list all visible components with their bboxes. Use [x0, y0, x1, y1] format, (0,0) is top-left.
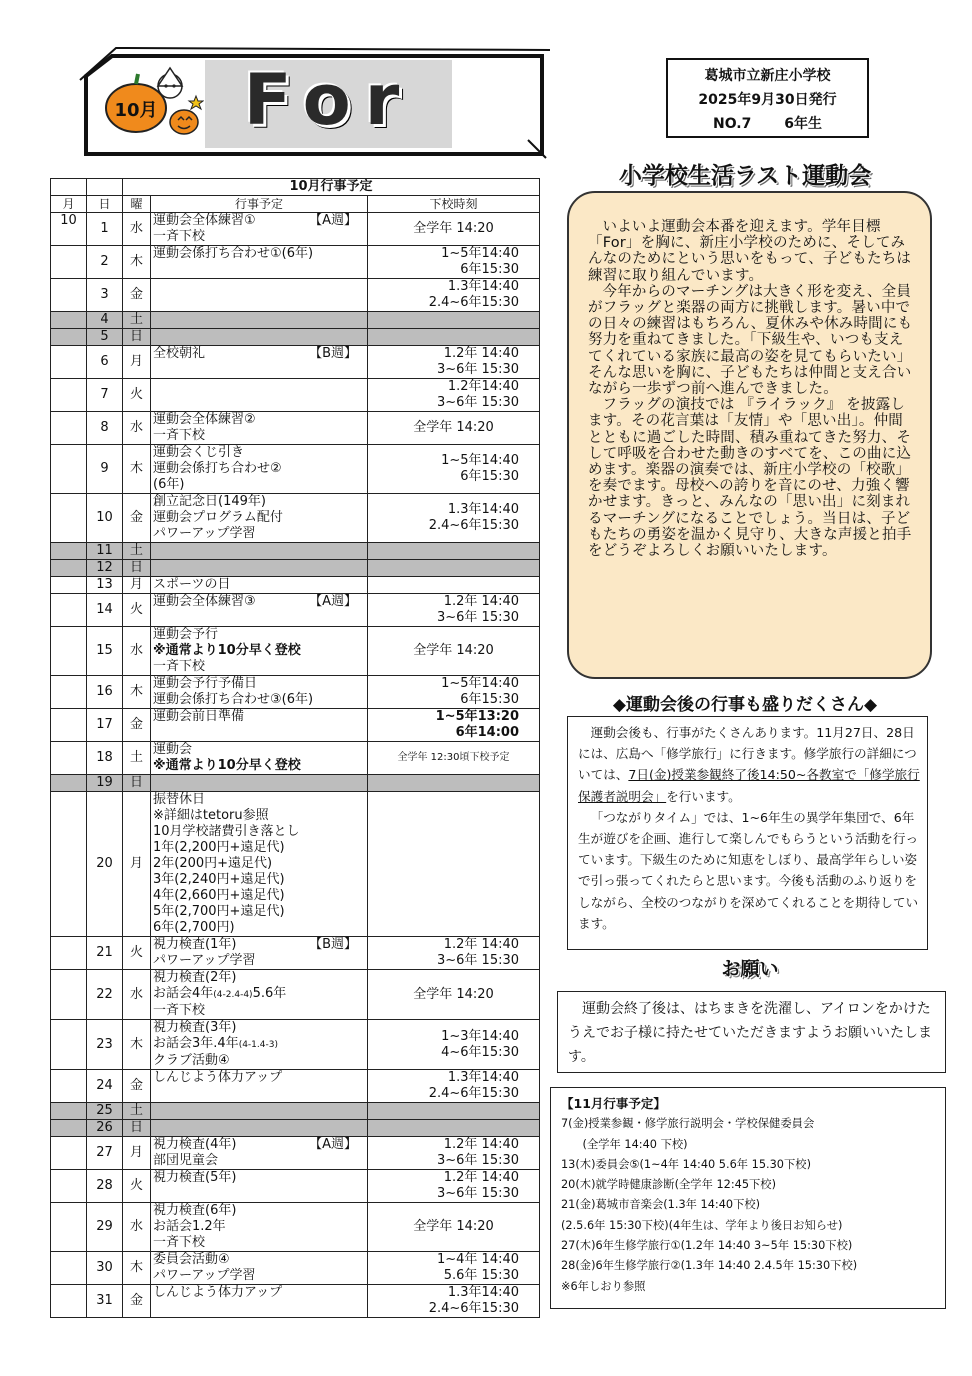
schedule-row [51, 1170, 540, 1203]
event-cell [151, 594, 368, 627]
event-text: 5.6年 [252, 986, 287, 1001]
weekday-cell: 木 [123, 246, 151, 279]
day-cell: 26 [87, 1120, 123, 1137]
weekday-cell: 木 [123, 1252, 151, 1285]
event-cell [151, 1103, 368, 1120]
dismissal-time-cell: 全学年 12:30頃下校予定 [368, 742, 540, 775]
month-cell [51, 1070, 87, 1103]
event-cell [151, 246, 368, 279]
day-cell: 3 [87, 279, 123, 312]
logo-badge-text: 10月 [114, 100, 158, 121]
event-cell [151, 577, 368, 594]
weekday-cell: 火 [123, 937, 151, 970]
after-paragraph-2: 「つながりタイム」では、1~6年生の異学年集団で、6年生が遊びを企画、進行して楽しんでもらうという活動を行っています。下級生のために知恵をしぼり、最高学年らしい姿で引っ張ってくれたらと思います。今後も活動のふり返りをしながら、全校のつながりを深めてくれることを期待しています。 [578, 809, 919, 931]
day-cell: 23 [87, 1020, 123, 1070]
day-cell: 9 [87, 445, 123, 494]
month-cell: 10 [51, 213, 87, 246]
day-cell: 7 [87, 379, 123, 412]
sports-paragraph-3: フラッグの演技では 『ライラック』 を披露します。その花言葉は「友情」や「思い出」。仲間とともに過ごした時間、積み重ねてきた努力、そして呼吸を合わせた動きのすべてを、この曲に込めます。楽器の演奏では、新庄小学校の「校歌」を奏でます。母校への誇りを音にのせ、力強く響かせます。きっと、みんなの「思い出」に刻まれるマーチングになることでしょう。当日は、子どもたちの勇姿を温かく見守り、大きな声援と拍手をどうぞよろしくお願いいたします。 [588, 397, 912, 560]
event-text: 運動会くじ引き 運動会係打ち合わせ② (6年) [153, 445, 282, 492]
event-cell [151, 709, 368, 742]
week-type-label: 【A週】 [309, 594, 357, 609]
schedule-row [51, 1137, 540, 1170]
week-type-label: 【B週】 [309, 937, 357, 952]
day-cell: 25 [87, 1103, 123, 1120]
dismissal-time-cell [368, 329, 540, 346]
sports-day-text [588, 219, 914, 559]
school-name: 葛城市立新庄小学校 [704, 68, 831, 84]
weekday-cell: 土 [123, 1103, 151, 1120]
event-cell [151, 213, 368, 246]
november-title: 【11月行事予定】 [561, 1096, 666, 1111]
weekday-cell: 月 [123, 792, 151, 937]
sports-paragraph-2: 今年からのマーチングは大きく形を変え、全員がフラッグと楽器の両方に挑戦します。暑い中での日々の練習はもちろん、夏休みや休み時間にも努力を重ねてきました。「下級生や、いつも支えてくれている家族に最高の姿を見てもらいたい」そんな思いを胸に、子どもたちは仲間と支え合いながら一歩ずつ前へ進んできました。 [588, 283, 913, 398]
col-day-header: 日 [87, 196, 123, 213]
event-text: 運動会前日準備 [153, 709, 245, 724]
weekday-cell: 日 [123, 329, 151, 346]
day-cell: 1 [87, 213, 123, 246]
dismissal-time-cell: 全学年 14:20 [368, 213, 540, 246]
weekday-cell: 金 [123, 494, 151, 543]
request-heading: お願い [721, 958, 779, 980]
event-text: 視力検査(6年) お話会1.2年 一斉下校 [153, 1203, 237, 1250]
dismissal-time-cell [368, 560, 540, 577]
after-p1-end: を行います。 [666, 788, 741, 804]
briefing-underline: 7日(金)授業参観終了後14:50~各教室で「修学旅行保護者説明会」 [578, 767, 920, 804]
dismissal-time-cell: 1.2年 14:40 3~6年 15:30 [368, 1170, 540, 1203]
event-text: 委員会活動④ パワーアップ学習 [153, 1252, 256, 1283]
november-line: 27(木)6年生修学旅行①(1.2年 14:40 3~5年 15:30下校) [561, 1239, 853, 1253]
schedule-row [51, 676, 540, 709]
sports-paragraph-1: いよいよ運動会本番を迎えます。学年目標「For」を胸に、新庄小学校のために、そしてみんなのためにという思いをもって、子どもたちは練習に取り組んでいます。 [588, 219, 912, 284]
event-text: 視力検査(1年) パワーアップ学習 [153, 937, 256, 968]
after-paragraph-1 [578, 722, 922, 807]
weekday-cell: 火 [123, 1170, 151, 1203]
day-cell: 14 [87, 594, 123, 627]
month-cell [51, 1120, 87, 1137]
schedule-row [51, 742, 540, 775]
day-cell: 22 [87, 970, 123, 1020]
month-cell [51, 312, 87, 329]
weekday-cell: 木 [123, 676, 151, 709]
month-cell [51, 1170, 87, 1203]
after-events-text [578, 722, 922, 934]
event-cell [151, 1285, 368, 1318]
schedule-row [51, 1252, 540, 1285]
weekday-cell: 火 [123, 594, 151, 627]
event-text: 視力検査(5年) [153, 1170, 237, 1185]
day-cell: 16 [87, 676, 123, 709]
issue-number: NO.7 [713, 116, 752, 132]
dismissal-time-cell: 1~5年13:20 6年14:00 [368, 709, 540, 742]
november-line: (全学年 14:40 下校) [561, 1137, 688, 1151]
schedule-row [51, 494, 540, 543]
month-cell [51, 1252, 87, 1285]
month-cell [51, 742, 87, 775]
event-text: 運動会全体練習① 一斉下校 [153, 213, 256, 244]
col-weekday-header: 曜 [123, 196, 151, 213]
dismissal-time-cell [368, 792, 540, 937]
weekday-cell: 日 [123, 1120, 151, 1137]
dismissal-time-cell: 1~3年14:40 4~6年15:30 [368, 1020, 540, 1070]
day-cell: 21 [87, 937, 123, 970]
month-cell [51, 346, 87, 379]
day-cell: 20 [87, 792, 123, 937]
day-cell: 10 [87, 494, 123, 543]
event-note-bold: ※通常より10分早く登校 [153, 643, 301, 658]
dismissal-time-cell: 1.3年14:40 2.4~6年15:30 [368, 279, 540, 312]
col-month-header: 月 [51, 196, 87, 213]
month-cell [51, 379, 87, 412]
weekday-cell: 金 [123, 1285, 151, 1318]
month-cell [51, 970, 87, 1020]
october-schedule-table [50, 178, 540, 1318]
schedule-row [51, 279, 540, 312]
weekday-cell: 土 [123, 742, 151, 775]
weekday-cell: 水 [123, 213, 151, 246]
event-line: 一斉下校 [153, 1003, 206, 1018]
day-cell: 11 [87, 543, 123, 560]
schedule-row [51, 560, 540, 577]
weekday-cell: 月 [123, 577, 151, 594]
november-line: 21(金)葛城市音楽会(1.3年 14:40下校) [561, 1198, 761, 1212]
dismissal-time-cell: 1.3年14:40 2.4~6年15:30 [368, 1070, 540, 1103]
day-cell: 17 [87, 709, 123, 742]
event-cell [151, 937, 368, 970]
november-line: ※6年しおり参照 [561, 1279, 646, 1293]
dismissal-time-cell [368, 543, 540, 560]
dismissal-time-cell: 1~5年14:40 6年15:30 [368, 246, 540, 279]
weekday-cell: 日 [123, 560, 151, 577]
dismissal-time-cell [368, 312, 540, 329]
dismissal-time-cell: 全学年 14:20 [368, 412, 540, 445]
event-text: 全校朝礼 [153, 346, 206, 361]
november-line: 7(金)授業参観・修学旅行説明会・学校保健委員会 [561, 1117, 815, 1131]
month-cell [51, 1203, 87, 1252]
pumpkin-logo-icon [104, 66, 204, 138]
event-cell [151, 379, 368, 412]
event-cell [151, 1170, 368, 1203]
day-cell: 8 [87, 412, 123, 445]
schedule-row [51, 1285, 540, 1318]
schedule-row [51, 379, 540, 412]
dismissal-time-cell [368, 1120, 540, 1137]
class-note: (4-1.4-3) [238, 1040, 278, 1050]
event-cell [151, 412, 368, 445]
col-event-header: 行事予定 [151, 196, 368, 213]
event-cell [151, 279, 368, 312]
schedule-row [51, 1020, 540, 1070]
day-cell: 4 [87, 312, 123, 329]
dismissal-time-cell: 全学年 14:20 [368, 970, 540, 1020]
schedule-row [51, 213, 540, 246]
dismissal-time-cell: 1.2年 14:40 3~6年 15:30 [368, 594, 540, 627]
event-cell [151, 543, 368, 560]
weekday-cell: 木 [123, 445, 151, 494]
weekday-cell: 土 [123, 543, 151, 560]
month-cell [51, 1020, 87, 1070]
schedule-row [51, 543, 540, 560]
schedule-row [51, 1070, 540, 1103]
month-cell [51, 246, 87, 279]
november-line: (2.5.6年 15:30下校)(4年生は、学年より後日お知らせ) [561, 1218, 843, 1232]
event-text: スポーツの日 [153, 577, 231, 592]
weekday-cell: 金 [123, 279, 151, 312]
day-cell: 12 [87, 560, 123, 577]
day-cell: 18 [87, 742, 123, 775]
issue-date: 2025年9月30日発行 [698, 92, 837, 108]
day-cell: 24 [87, 1070, 123, 1103]
request-text: 運動会終了後は、はちまきを洗濯し、アイロンをかけたうえでお子様に持たせていただきますようお願いいたします。 [568, 1001, 932, 1065]
event-cell [151, 792, 368, 937]
day-cell: 27 [87, 1137, 123, 1170]
month-cell [51, 445, 87, 494]
event-text: 振替休日 ※詳細はtetoru参照 10月学校諸費引き落とし 1年(2,200円+遠足代) 2年(200円+遠足代) 3年(2,240円+遠足代) 4年(2,660円+遠足代) 5年(2,700円+遠足代) 6年(2,700円) [153, 792, 300, 935]
dismissal-time-cell: 全学年 14:20 [368, 1203, 540, 1252]
event-cell [151, 1252, 368, 1285]
dismissal-time-cell: 1.2年 14:40 3~6年 15:30 [368, 937, 540, 970]
school-info-box [666, 58, 869, 138]
event-line: 視力検査(3年) [153, 1020, 237, 1035]
event-cell [151, 627, 368, 676]
schedule-row [51, 329, 540, 346]
weekday-cell: 土 [123, 312, 151, 329]
schedule-title: 10月行事予定 [123, 179, 540, 196]
event-cell [151, 1203, 368, 1252]
dismissal-time-cell: 1.3年14:40 2.4~6年15:30 [368, 1285, 540, 1318]
dismissal-time-cell [368, 1103, 540, 1120]
event-text: 運動会 [153, 742, 193, 757]
day-cell: 19 [87, 775, 123, 792]
event-cell [151, 742, 368, 775]
schedule-row [51, 594, 540, 627]
day-cell: 15 [87, 627, 123, 676]
event-line: 視力検査(2年) [153, 970, 237, 985]
week-type-label: 【A週】 [309, 213, 357, 228]
event-text: お話会3年.4年 [153, 1036, 239, 1051]
event-line [153, 1036, 365, 1053]
event-line: クラブ活動④ [153, 1053, 230, 1068]
day-cell: 13 [87, 577, 123, 594]
month-cell [51, 494, 87, 543]
event-cell [151, 1120, 368, 1137]
weekday-cell: 木 [123, 1020, 151, 1070]
day-cell: 31 [87, 1285, 123, 1318]
col-time-header: 下校時刻 [368, 196, 540, 213]
event-cell [151, 329, 368, 346]
event-cell [151, 1070, 368, 1103]
schedule-row [51, 1120, 540, 1137]
weekday-cell: 金 [123, 709, 151, 742]
schedule-row [51, 1103, 540, 1120]
weekday-cell: 日 [123, 775, 151, 792]
event-cell [151, 494, 368, 543]
event-cell [151, 346, 368, 379]
november-line: 20(木)就学時健康診断(全学年 12:45下校) [561, 1178, 777, 1192]
event-text: 運動会係打ち合わせ①(6年) [153, 246, 314, 261]
weekday-cell: 金 [123, 1070, 151, 1103]
dismissal-time-cell: 1~4年 14:40 5.6年 15:30 [368, 1252, 540, 1285]
event-text: 運動会予行予備日 運動会係打ち合わせ③(6年) [153, 676, 314, 707]
month-cell [51, 937, 87, 970]
dismissal-time-cell: 1.2年 14:40 3~6年 15:30 [368, 1137, 540, 1170]
event-note-bold: ※通常より10分早く登校 [153, 758, 301, 773]
day-cell: 6 [87, 346, 123, 379]
day-cell: 5 [87, 329, 123, 346]
day-cell: 28 [87, 1170, 123, 1203]
schedule-row [51, 1203, 540, 1252]
month-cell [51, 1285, 87, 1318]
event-text: 運動会全体練習② 一斉下校 [153, 412, 256, 443]
event-text: 運動会全体練習③ [153, 594, 256, 609]
event-text: しんじよう体力アップ [153, 1285, 283, 1300]
schedule-row [51, 312, 540, 329]
schedule-row [51, 792, 540, 937]
event-cell [151, 312, 368, 329]
weekday-cell: 水 [123, 970, 151, 1020]
class-note: (4-2.4-4) [213, 990, 253, 1000]
month-cell [51, 1137, 87, 1170]
schedule-row [51, 627, 540, 676]
event-line [153, 986, 365, 1003]
weekday-cell: 水 [123, 412, 151, 445]
schedule-row [51, 709, 540, 742]
month-cell [51, 709, 87, 742]
month-cell [51, 627, 87, 676]
weekday-cell: 火 [123, 379, 151, 412]
newsletter-title: For [243, 59, 414, 141]
month-cell [51, 792, 87, 937]
event-cell [151, 445, 368, 494]
day-cell: 2 [87, 246, 123, 279]
dismissal-time-cell: 1.2年 14:40 3~6年 15:30 [368, 346, 540, 379]
month-cell [51, 560, 87, 577]
month-cell [51, 412, 87, 445]
month-cell [51, 676, 87, 709]
dismissal-time-cell [368, 577, 540, 594]
schedule-row [51, 246, 540, 279]
month-cell [51, 577, 87, 594]
event-cell [151, 676, 368, 709]
dismissal-time-cell: 全学年 14:20 [368, 627, 540, 676]
week-type-label: 【A週】 [309, 1137, 357, 1152]
dismissal-time-cell: 1~5年14:40 6年15:30 [368, 676, 540, 709]
event-text: 運動会予行 [153, 627, 219, 642]
dismissal-time-cell: 1.2年14:40 3~6年 15:30 [368, 379, 540, 412]
schedule-row [51, 970, 540, 1020]
schedule-row [51, 445, 540, 494]
issue-line [668, 112, 867, 136]
schedule-row [51, 412, 540, 445]
day-cell: 29 [87, 1203, 123, 1252]
dismissal-time-cell [368, 775, 540, 792]
day-cell: 30 [87, 1252, 123, 1285]
event-cell [151, 560, 368, 577]
week-type-label: 【B週】 [309, 346, 357, 361]
month-cell [51, 543, 87, 560]
month-cell [51, 594, 87, 627]
month-cell [51, 1103, 87, 1120]
november-line: 13(木)委員会⑤(1~4年 14:40 5.6年 15.30下校) [561, 1157, 811, 1171]
dismissal-time-cell: 1.3年14:40 2.4~6年15:30 [368, 494, 540, 543]
event-cell [151, 1020, 368, 1070]
november-schedule [561, 1094, 945, 1297]
grade-label: 6年生 [784, 116, 822, 132]
event-text: お話会4年 [153, 986, 214, 1001]
weekday-cell: 月 [123, 346, 151, 379]
event-text: 視力検査(4年) 部団児童会 [153, 1137, 237, 1168]
schedule-row [51, 346, 540, 379]
after-p1-text: 運動会後も、行事がたくさんあります。11月27日、28日には、広島へ「修学旅行」に行きます。修学旅行の詳細については、 [578, 725, 917, 783]
event-cell [151, 775, 368, 792]
event-text: 創立記念日(149年) 運動会プログラム配付 パワーアップ学習 [153, 494, 283, 541]
month-cell [51, 279, 87, 312]
november-line: 28(金)6年生修学旅行②(1.3年 14:40 2.4.5年 15:30下校) [561, 1259, 858, 1273]
month-cell [51, 329, 87, 346]
event-cell [151, 970, 368, 1020]
after-events-heading: ◆運動会後の行事も盛りだくさん◆ [612, 695, 878, 715]
weekday-cell: 水 [123, 1203, 151, 1252]
weekday-cell: 水 [123, 627, 151, 676]
dismissal-time-cell: 1~5年14:40 6年15:30 [368, 445, 540, 494]
sports-day-heading: 小学校生活ラスト運動会 [618, 163, 872, 189]
schedule-row [51, 775, 540, 792]
month-cell [51, 775, 87, 792]
weekday-cell: 月 [123, 1137, 151, 1170]
event-text: 一斉下校 [153, 659, 206, 674]
event-text: しんじよう体力アップ [153, 1070, 283, 1085]
schedule-row [51, 937, 540, 970]
event-cell [151, 1137, 368, 1170]
schedule-row [51, 577, 540, 594]
